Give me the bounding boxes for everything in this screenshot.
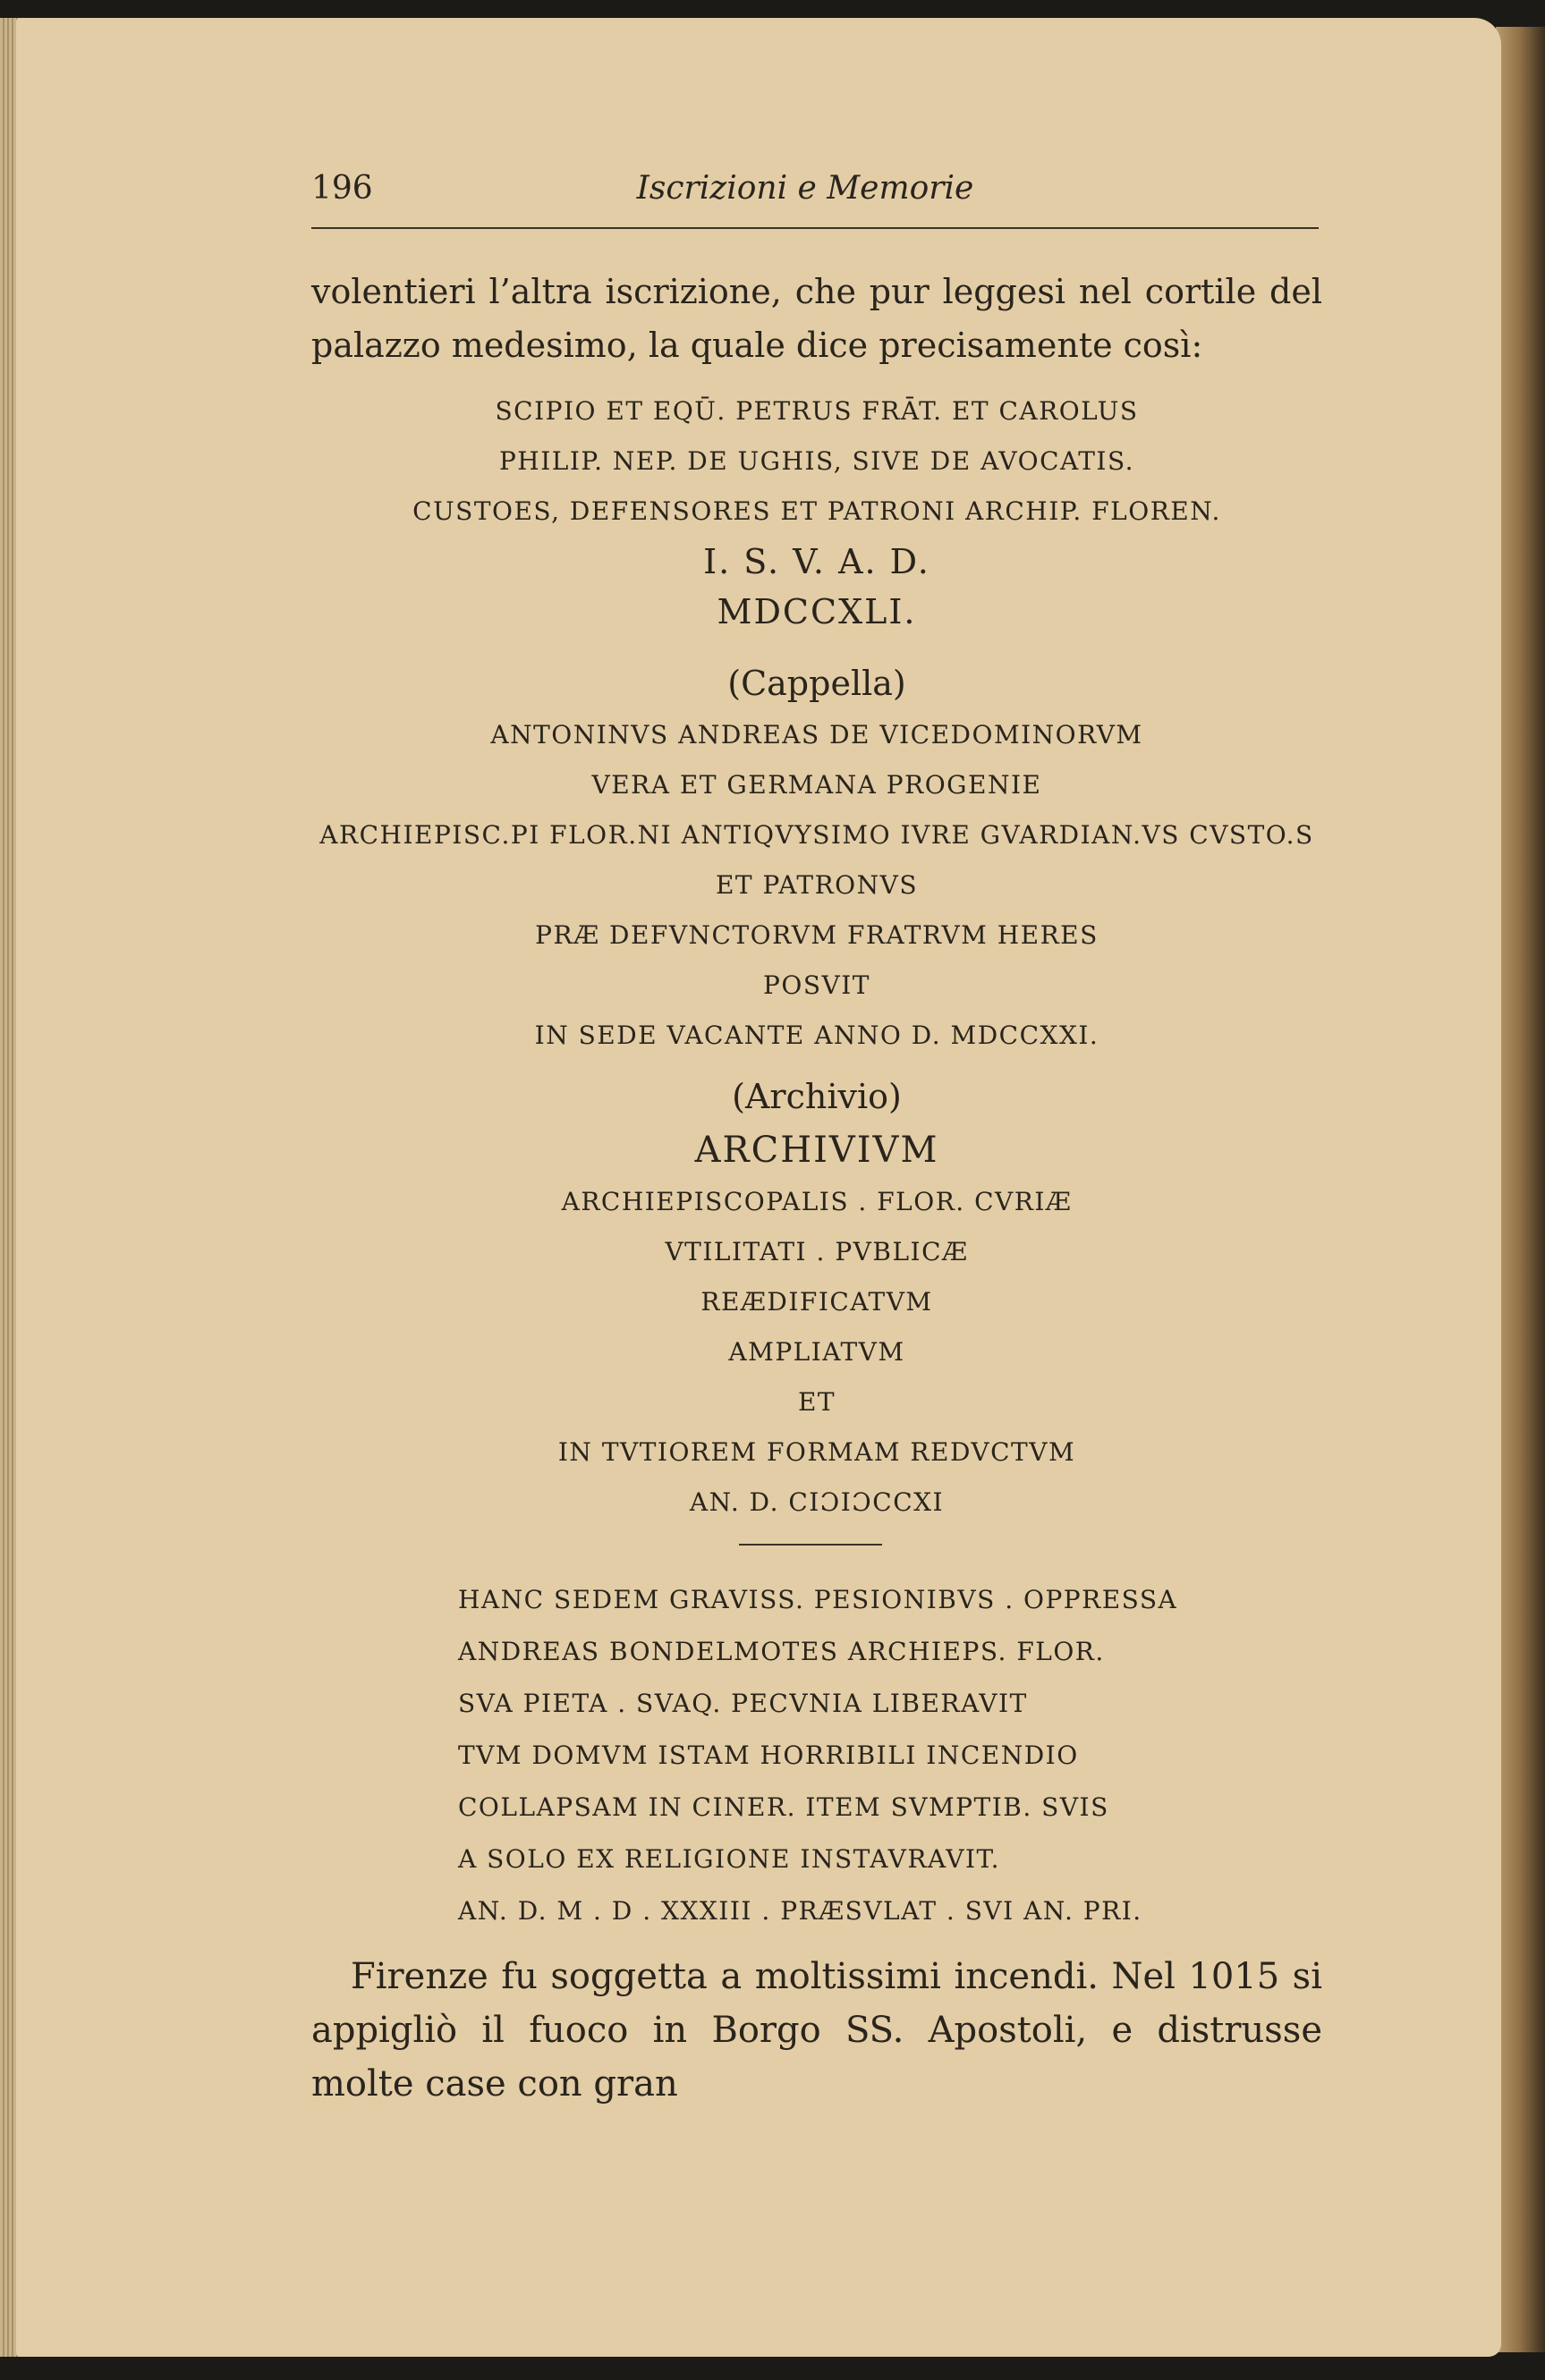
inscription-line: AN. D. M . D . XXXIII . PRÆSVLAT . SVI AN. PRI. <box>458 1896 1142 1926</box>
inscription-line: SCIPIO ET EQŪ. PETRUS FRĀT. ET CAROLUS <box>495 396 1139 426</box>
page-header <box>295 170 1315 224</box>
inscription-line: CUSTOES, DEFENSORES ET PATRONI ARCHIP. FLOREN. <box>412 496 1221 526</box>
page-number: 196 <box>311 170 373 207</box>
inscription-plaque <box>458 1574 1227 1937</box>
inscription-line: REÆDIFICATVM <box>700 1287 933 1317</box>
inscription-line: VTILITATI . PVBLICÆ <box>665 1237 969 1266</box>
inscription-line: ARCHIEPISC.PI FLOR.NI ANTIQVYSIMO IVRE GVARDIAN.VS CVSTO.S <box>319 820 1314 850</box>
book-cover-edge <box>1496 27 1545 2352</box>
inscription-line: TVM DOMVM ISTAM HORRIBILI INCENDIO <box>458 1741 1079 1770</box>
inscription-line: AN. D. CIƆIƆCCXI <box>689 1487 945 1517</box>
inscription-line: POSVIT <box>763 970 870 1000</box>
inscription-line: SVA PIETA . SVAQ. PECVNIA LIBERAVIT <box>458 1689 1028 1718</box>
section-label-cappella: (Cappella) <box>727 664 906 703</box>
inscription-line: I. S. V. A. D. <box>703 542 930 581</box>
inscription-cappella <box>311 656 1322 1061</box>
intro-paragraph <box>311 265 1322 372</box>
inscription-line: ANTONINVS ANDREAS DE VICEDOMINORVM <box>490 720 1143 750</box>
inscription-line: AMPLIATVM <box>728 1337 905 1367</box>
inscription-palazzo <box>311 386 1322 637</box>
running-title: Iscrizioni e Memorie <box>636 170 974 207</box>
inscription-line: COLLAPSAM IN CINER. ITEM SVMPTIB. SVIS <box>458 1792 1109 1822</box>
closing-paragraph <box>311 1950 1322 2111</box>
inscription-line: HANC SEDEM GRAVISS. PESIONIBVS . OPPRESSA <box>458 1585 1178 1614</box>
inscription-archivio <box>311 1070 1322 1528</box>
inscription-line: A SOLO EX RELIGIONE INSTAVRAVIT. <box>458 1844 1000 1874</box>
inscription-date: MDCCXLI. <box>717 592 917 631</box>
inscription-line: ANDREAS BONDELMOTES ARCHIEPS. FLOR. <box>458 1637 1105 1666</box>
inscription-line: ET PATRONVS <box>715 870 919 900</box>
intro-text: volentieri l’altra iscrizione, che pur leggesi nel cortile del palazzo medesimo, la quale dice precisamente così: <box>311 272 1322 365</box>
closing-text: Firenze fu soggetta a moltissimi incendi. Nel 1015 si appigliò il fuoco in Borgo SS. Apostoli, e distrusse molte case con gran <box>311 1956 1322 2105</box>
inscription-line: PHILIP. NEP. DE UGHIS, SIVE DE AVOCATIS. <box>498 446 1135 476</box>
inscription-line: ET <box>797 1387 836 1417</box>
inscription-line: VERA ET GERMANA PROGENIE <box>591 770 1042 800</box>
inscription-line: ARCHIEPISCOPALIS . FLOR. CVRIÆ <box>561 1187 1073 1216</box>
archivio-title: ARCHIVIVM <box>694 1130 939 1171</box>
section-label-archivio: (Archivio) <box>732 1077 902 1116</box>
inscription-line: IN SEDE VACANTE ANNO D. MDCCXXI. <box>534 1021 1099 1050</box>
inscription-line: PRÆ DEFVNCTORVM FRATRVM HERES <box>535 920 1099 950</box>
inscription-line: IN TVTIOREM FORMAM REDVCTVM <box>557 1437 1076 1467</box>
section-divider <box>739 1544 882 1546</box>
header-rule <box>311 227 1319 229</box>
